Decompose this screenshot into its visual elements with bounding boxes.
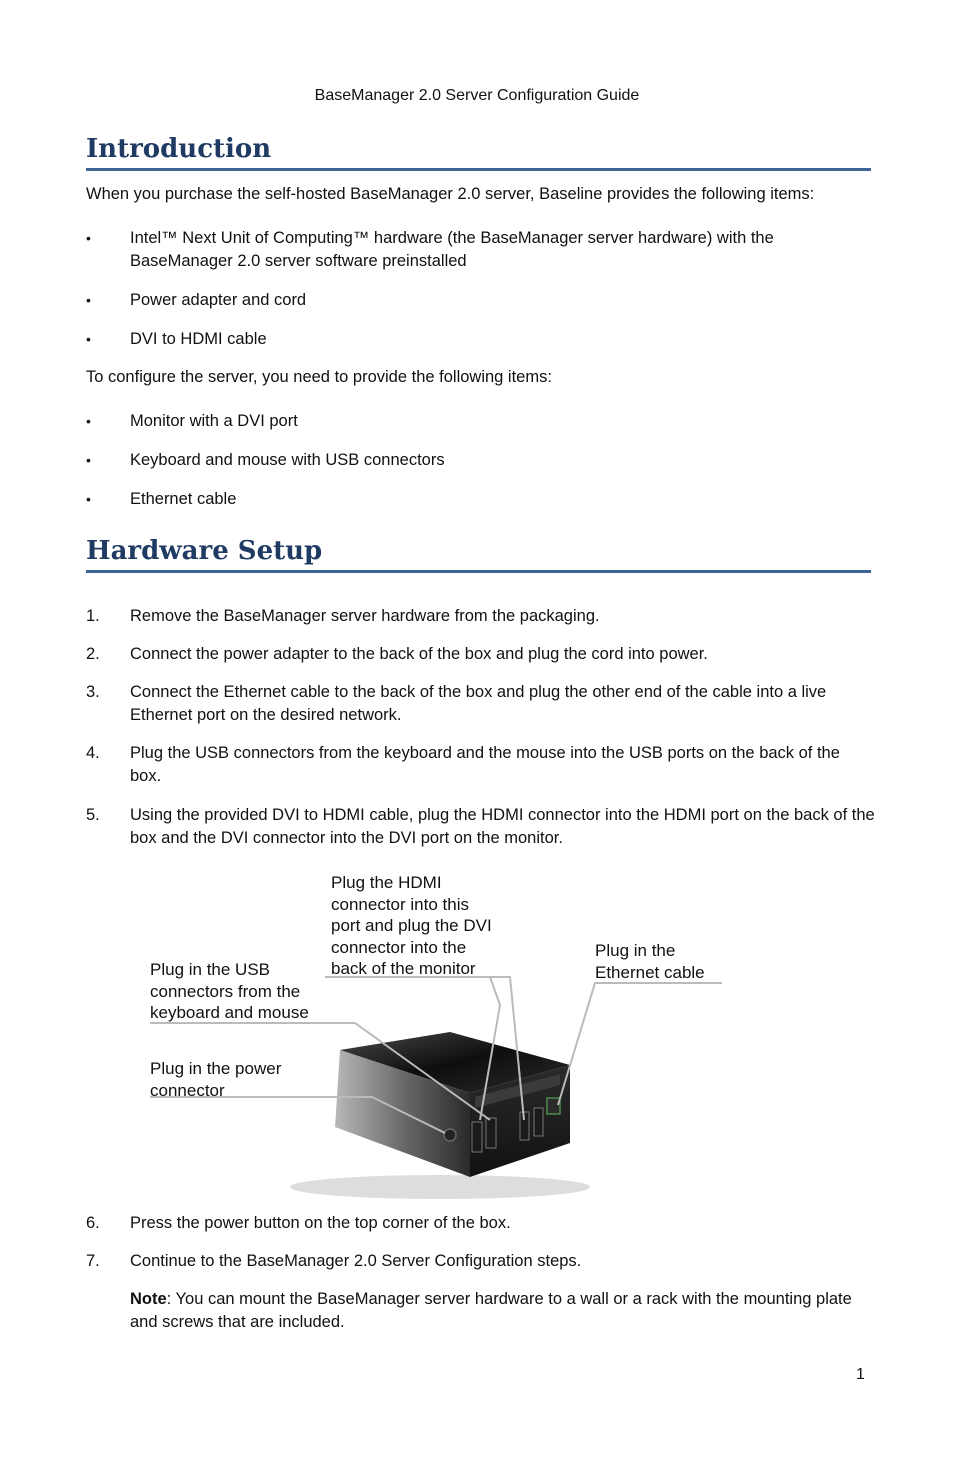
- page-number: 1: [856, 1366, 865, 1383]
- callout-line: keyboard and mouse: [150, 1003, 309, 1022]
- hardware-setup-heading: Hardware Setup: [86, 534, 871, 573]
- list-item-text: DVI to HDMI cable: [130, 330, 267, 348]
- step-number: 1.: [86, 607, 100, 625]
- bullet-icon: •: [86, 331, 91, 347]
- ethernet-callout: [595, 940, 705, 983]
- step-number: 7.: [86, 1252, 100, 1270]
- list-item-text: Power adapter and cord: [130, 291, 307, 309]
- page-header: BaseManager 2.0 Server Configuration Guide: [314, 87, 640, 104]
- bullet-icon: •: [86, 230, 91, 246]
- power-callout: [150, 1058, 281, 1101]
- callout-line: Plug in the: [595, 941, 676, 960]
- bullet-icon: •: [86, 491, 91, 507]
- step-text: Using the provided DVI to HDMI cable, plug the HDMI connector into the HDMI port on the back of the box and the DVI connector into the DVI port on the monitor.: [130, 806, 875, 847]
- callout-line: connectors from the: [150, 981, 301, 1001]
- list-item-text: Keyboard and mouse with USB connectors: [130, 451, 445, 469]
- step-text: Remove the BaseManager server hardware from the packaging.: [130, 607, 600, 625]
- intro-paragraph: When you purchase the self-hosted BaseManager 2.0 server, Baseline provides the following items:: [86, 185, 815, 203]
- step-text: Press the power button on the top corner of the box.: [130, 1214, 511, 1232]
- bullet-icon: •: [86, 292, 91, 308]
- usb-callout: [150, 959, 309, 1024]
- step-number: 4.: [86, 744, 100, 762]
- callout-line: back of the monitor: [331, 959, 476, 978]
- step-text: Continue to the BaseManager 2.0 Server Configuration steps.: [130, 1252, 582, 1270]
- introduction-heading: Introduction: [86, 132, 871, 171]
- note-paragraph: [130, 1288, 875, 1334]
- step-text: Connect the power adapter to the back of the box and plug the cord into power.: [130, 645, 708, 663]
- callout-line: port and plug the DVI: [331, 916, 492, 935]
- hdmi-callout: [331, 872, 492, 980]
- callout-line: connector: [150, 1080, 225, 1100]
- list-item-text: Ethernet cable: [130, 490, 237, 508]
- note-text: : You can mount the BaseManager server hardware to a wall or a rack with the mounting plate and screws that are included.: [130, 1290, 852, 1331]
- callout-line: connector into this: [331, 894, 469, 914]
- configure-paragraph: To configure the server, you need to provide the following items:: [86, 368, 552, 386]
- list-item-text: Monitor with a DVI port: [130, 412, 298, 430]
- step-text: Connect the Ethernet cable to the back of the box and plug the other end of the cable into a live Ethernet port on the desired network.: [130, 683, 827, 724]
- bullet-icon: •: [86, 413, 91, 429]
- step-text: Plug the USB connectors from the keyboard and the mouse into the USB ports on the back of the box.: [130, 744, 840, 785]
- step-number: 5.: [86, 806, 100, 824]
- bullet-icon: •: [86, 452, 91, 468]
- callout-line: Plug in the power: [150, 1059, 282, 1078]
- note-label: Note: [130, 1290, 167, 1308]
- callout-line: Ethernet cable: [595, 962, 705, 982]
- callout-line: Plug the HDMI: [331, 873, 442, 892]
- list-item-text: Intel™ Next Unit of Computing™ hardware (the BaseManager server hardware) with the BaseManager 2.0 server software preinstalled: [130, 229, 774, 270]
- step-number: 2.: [86, 645, 100, 663]
- callout-line: Plug in the USB: [150, 960, 271, 979]
- step-number: 6.: [86, 1214, 100, 1232]
- hardware-figure: [140, 865, 740, 1205]
- step-number: 3.: [86, 683, 100, 701]
- callout-line: connector into the: [331, 937, 467, 957]
